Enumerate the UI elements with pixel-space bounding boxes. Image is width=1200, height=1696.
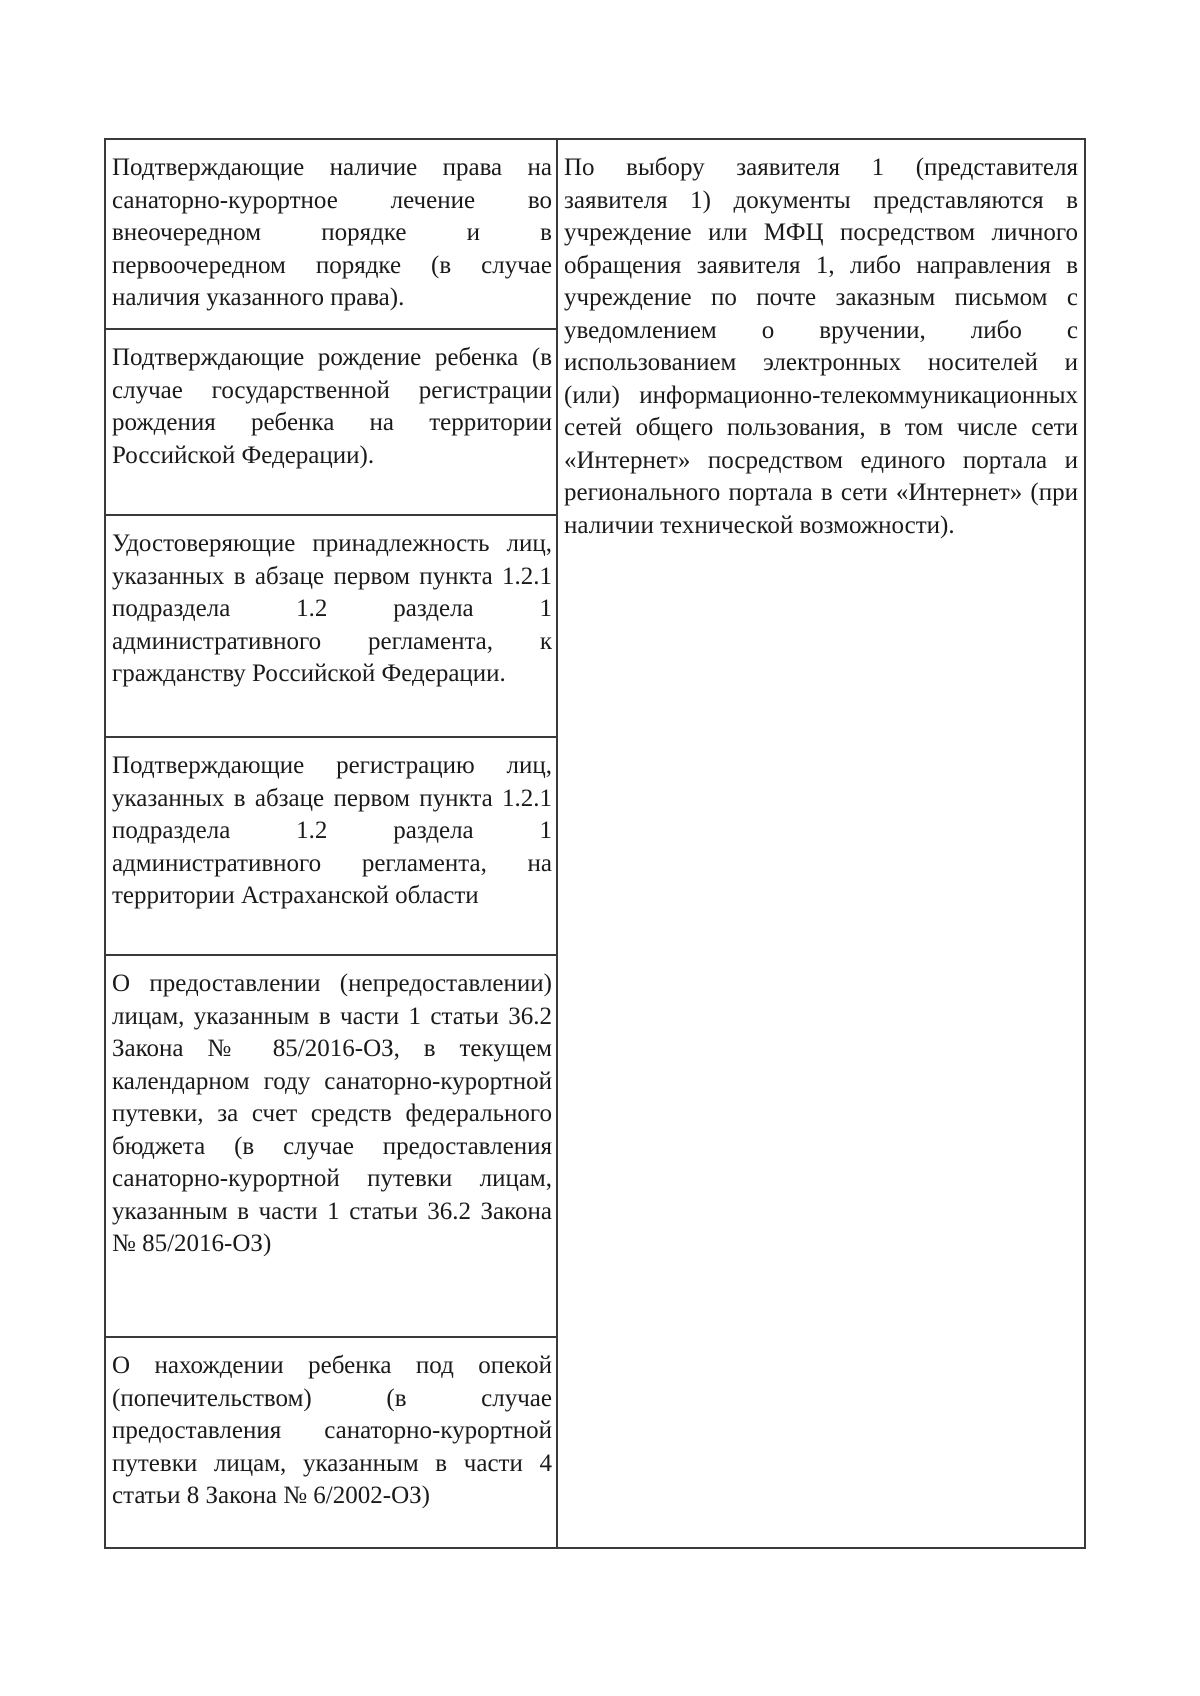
document-description: Удостоверяющие принадлежность лиц, указанных в абзаце первом пункта 1.2.1 подраздела 1.2 раздела 1 административного регламента, к гражданству Российской Федерации. <box>112 530 552 687</box>
document-description: О нахождении ребенка под опекой (попечительством) (в случае предоставления санаторно-курортной путевки лицам, указанным в части 4 статьи 8 Закона № 6/2002-ОЗ) <box>112 1352 552 1509</box>
submission-method-text: По выбору заявителя 1 (представителя заявителя 1) документы представляются в учреждение или МФЦ посредством личного обращения заявителя 1, либо направления в учреждение по почте заказным письмом с уведомлением о вручении, либо с использованием электронных носителей и (или) информационно-телекоммуникационных сетей общего пользования, в том числе сети «Интернет» посредством единого портала и регионального портала в сети «Интернет» (при наличии технической возможности). <box>564 154 1078 539</box>
documents-table <box>104 138 1086 1549</box>
document-description: О предоставлении (непредоставлении) лицам, указанным в части 1 статьи 36.2 Закона № 85/2016-ОЗ, в текущем календарном году санаторно-курортной путевки, за счет средств федерального бюджета (в случае предоставления санаторно-курортной путевки лицам, указанным в части 1 статьи 36.2 Закона № 85/2016-ОЗ) <box>112 970 552 1257</box>
submission-method-column <box>558 140 1084 1547</box>
document-description: Подтверждающие регистрацию лиц, указанных в абзаце первом пункта 1.2.1 подраздела 1.2 раздела 1 административного регламента, на территории Астраханской области <box>112 752 552 909</box>
document-description: Подтверждающие рождение ребенка (в случае государственной регистрации рождения ребенка на территории Российской Федерации). <box>112 344 552 469</box>
table-row <box>106 330 556 516</box>
table-row <box>106 516 556 738</box>
documents-list-column <box>106 140 558 1547</box>
table-row <box>106 956 556 1338</box>
table-row <box>106 140 556 330</box>
document-description: Подтверждающие наличие права на санаторно-курортное лечение во внеочередном порядке и в первоочередном порядке (в случае наличия указанного права). <box>112 154 552 311</box>
table-row <box>106 1338 556 1547</box>
table-row <box>106 738 556 956</box>
